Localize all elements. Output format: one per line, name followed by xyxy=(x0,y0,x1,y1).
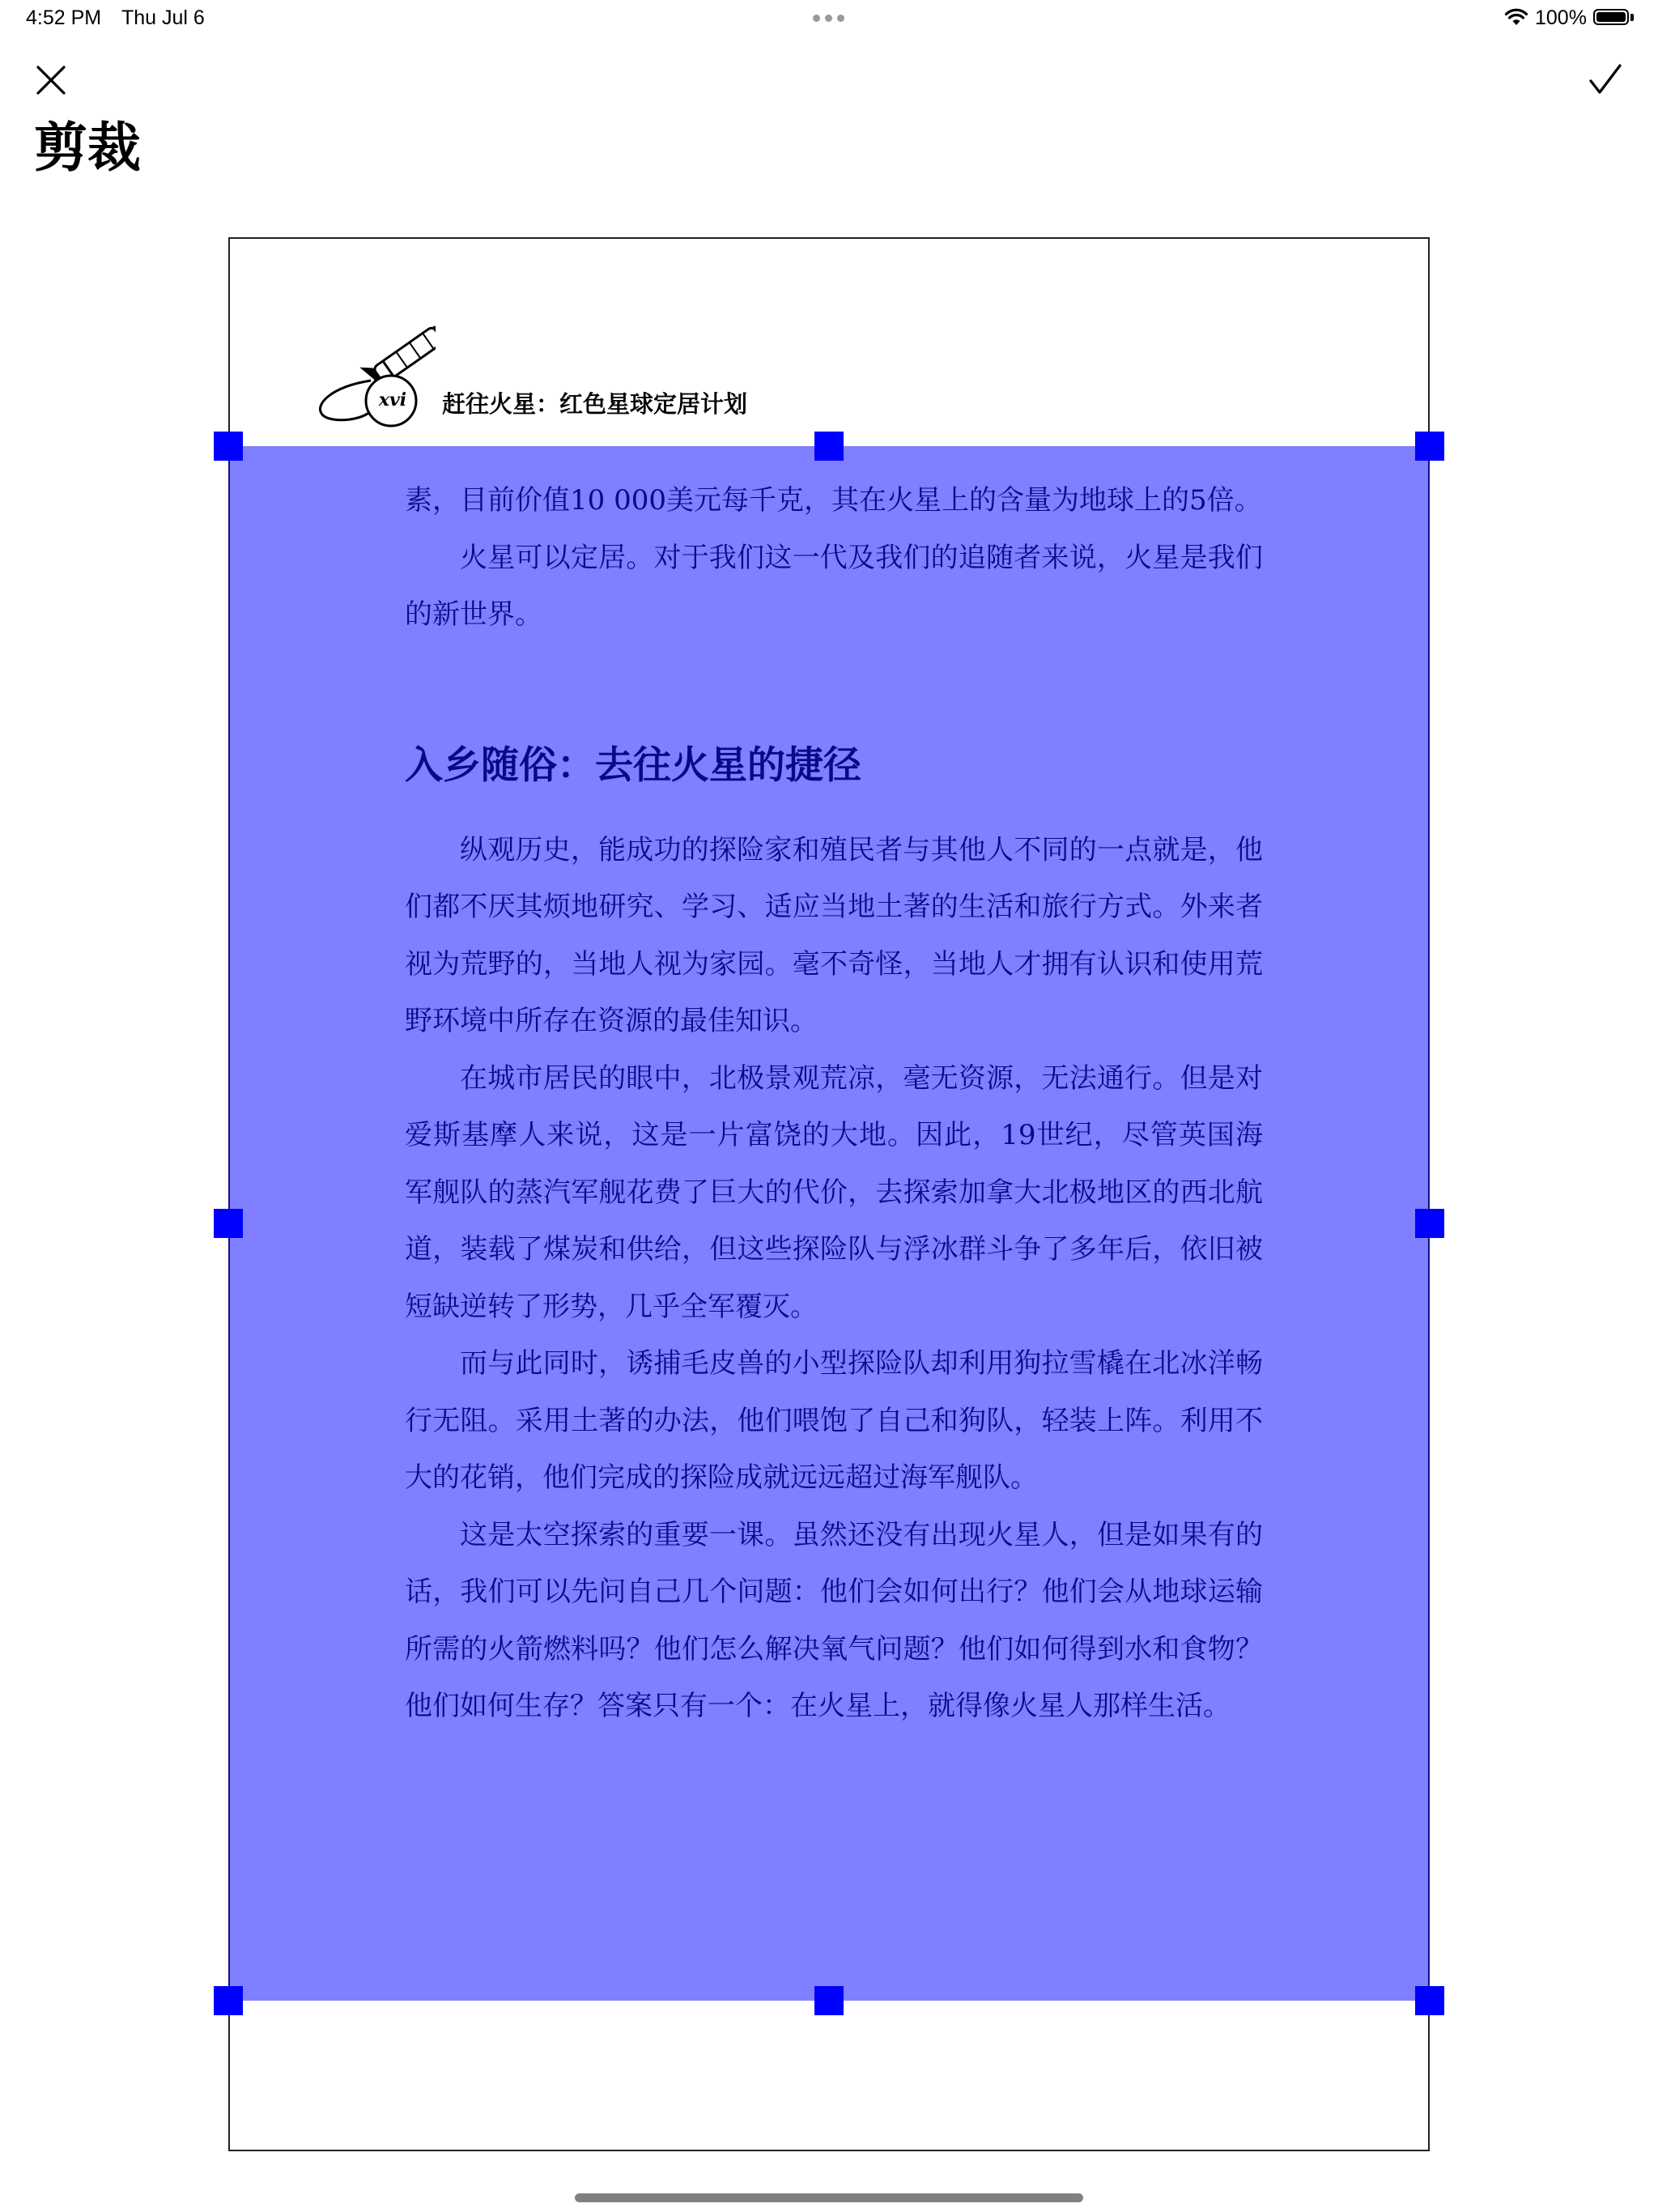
crop-handle-bottom-right[interactable] xyxy=(1415,1986,1444,2015)
status-date: Thu Jul 6 xyxy=(121,6,205,29)
book-title: 赶往火星：红色星球定居计划 xyxy=(442,390,748,418)
status-bar xyxy=(0,0,1658,39)
crop-handle-top-right[interactable] xyxy=(1415,432,1444,461)
crop-selection[interactable] xyxy=(228,446,1430,2001)
crop-handle-middle-right[interactable] xyxy=(1415,1209,1444,1238)
close-icon[interactable] xyxy=(36,65,66,96)
running-head xyxy=(314,324,816,429)
crop-handle-top-left[interactable] xyxy=(214,432,243,461)
crop-handle-top-center[interactable] xyxy=(814,432,844,461)
battery-nub xyxy=(1630,14,1634,21)
crop-handle-bottom-center[interactable] xyxy=(814,1986,844,2015)
checkmark-icon[interactable] xyxy=(1588,63,1622,96)
wifi-icon xyxy=(1504,7,1528,27)
battery-icon xyxy=(1593,9,1629,25)
home-indicator[interactable] xyxy=(575,2193,1083,2202)
status-time: 4:52 PM xyxy=(26,6,102,29)
battery-percent: 100% xyxy=(1535,6,1587,29)
crop-handle-bottom-left[interactable] xyxy=(214,1986,243,2015)
page-number: xvi xyxy=(378,389,407,410)
crop-handle-middle-left[interactable] xyxy=(214,1209,243,1238)
page-title: 剪裁 xyxy=(34,117,141,179)
multitasking-dots-icon[interactable] xyxy=(811,11,847,23)
